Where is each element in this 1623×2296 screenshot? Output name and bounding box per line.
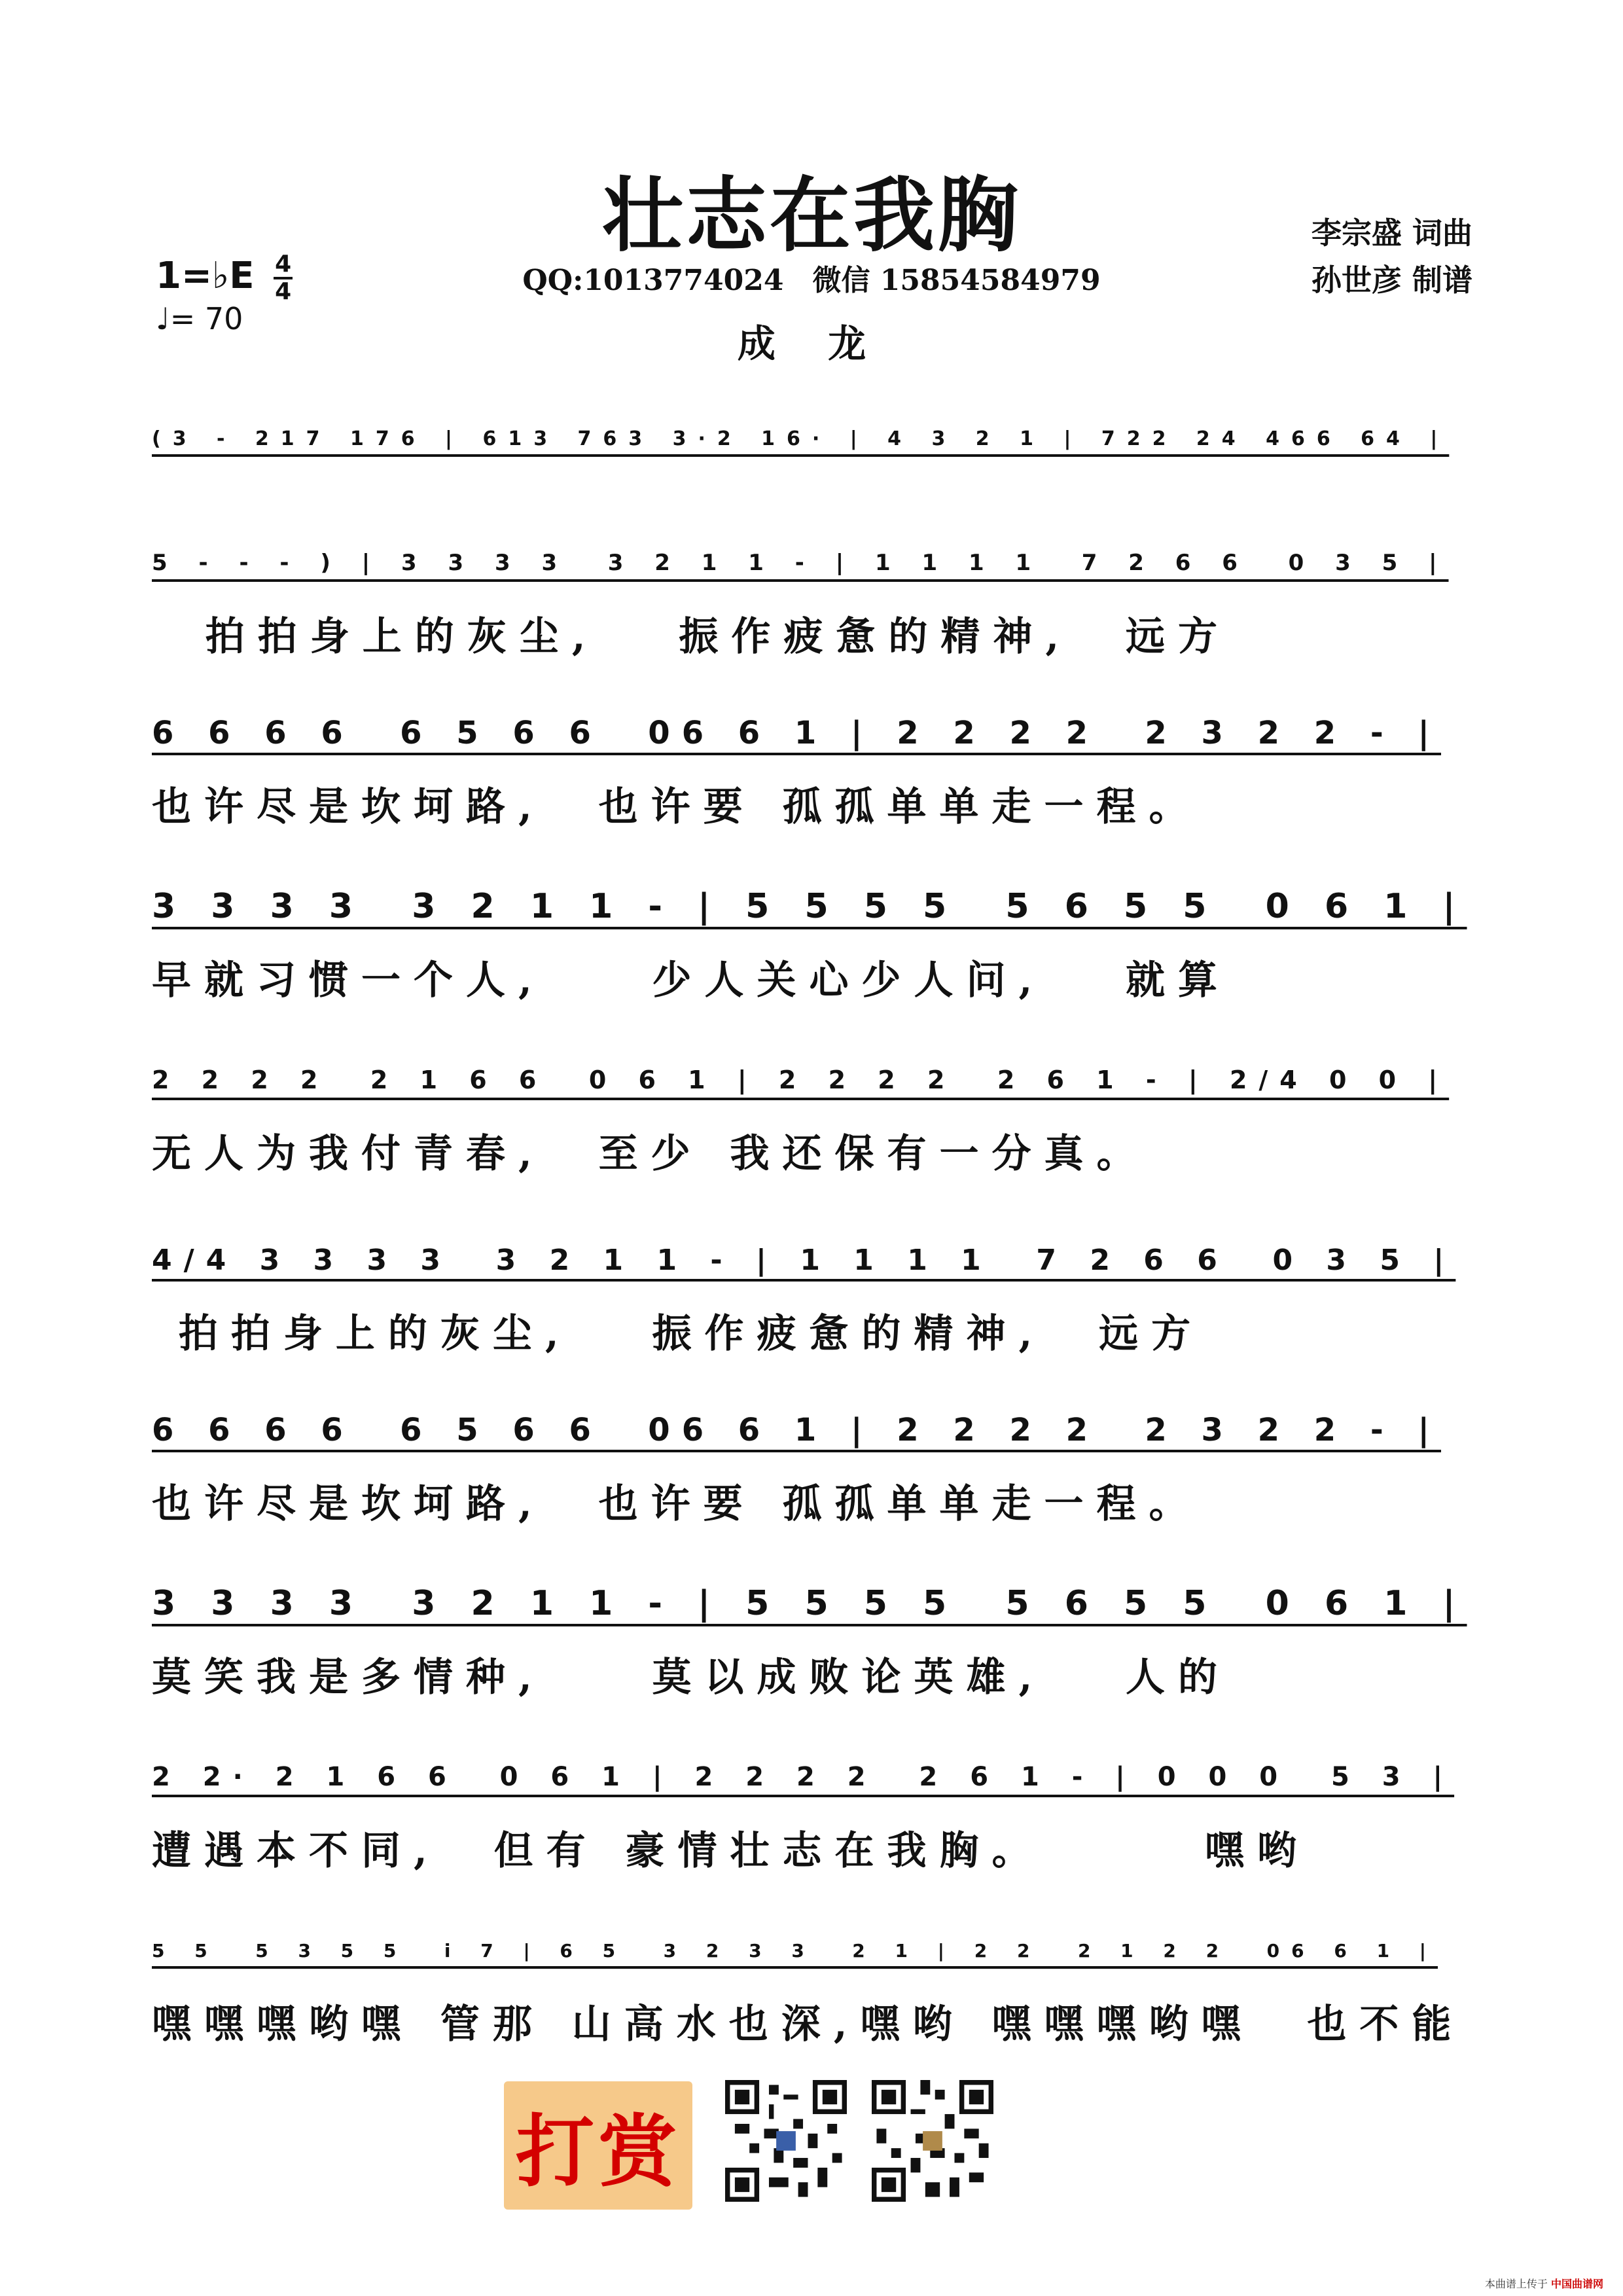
lyrics-line: 拍拍身上的灰尘, 振作疲惫的精神, 远方 (152, 614, 1230, 660)
score-system (0, 694, 1623, 864)
key-label: 1=♭E (156, 255, 255, 298)
notation-line: 2 2 2 2 2 1 6 6 0 6 1 | 2 2 2 2 2 6 1 - | 2/4 0 0 | (152, 1066, 1450, 1094)
notation-line: 5 - - - ) | 3 3 3 3 3 2 1 1 - | 1 1 1 1 7 2 6 6 0 3 5 | (152, 550, 1449, 576)
notation-line: 2 2· 2 1 6 6 0 6 1 | 2 2 2 2 2 6 1 - | 0 0 0 5 3 | (152, 1762, 1455, 1792)
notation-line: 3 3 3 3 3 2 1 1 - | 5 5 5 5 5 6 5 5 0 6 1 | (152, 1584, 1467, 1623)
footer-note: 本曲谱上传于 中国曲谱网 (1484, 2278, 1603, 2290)
key-signature (156, 252, 293, 304)
contact-info: QQ:1013774024 微信 15854584979 (522, 264, 1101, 297)
score-system (0, 1911, 1623, 2081)
song-title: 壮志在我胸 (601, 168, 1021, 263)
notation-line: (3 - 217 176 | 613 763 3·2 16· | 4 3 2 1 | 722 24 466 64 | (152, 427, 1450, 450)
tip-button[interactable] (504, 2081, 692, 2210)
lyrics-line: 拍拍身上的灰尘, 振作疲惫的精神, 远方 (152, 1311, 1204, 1357)
notation-line: 6 6 6 6 6 5 6 6 06 6 1 | 2 2 2 2 2 3 2 2 - | (152, 1412, 1442, 1448)
singer-name: 成 龙 (737, 321, 886, 366)
score-system (0, 867, 1623, 1037)
lyrics-line: 也许尽是坎坷路, 也许要 孤孤单单走一程。 (152, 1481, 1202, 1527)
notation-line: 3 3 3 3 3 2 1 1 - | 5 5 5 5 5 6 5 5 0 6 1 | (152, 887, 1467, 926)
time-signature: $\frac{4}{4}$ (275, 251, 292, 305)
notation-line: 5 5 5 3 5 5 i 7 | 6 5 3 2 3 3 2 1 | 2 2 2 1 2 2 06 6 1 | (152, 1939, 1438, 1962)
credit-lyrics: 李宗盛 词曲 (1311, 215, 1472, 251)
score-system (0, 1221, 1623, 1391)
score-system (0, 1564, 1623, 1734)
score-system (0, 1738, 1623, 1908)
score-system (0, 524, 1623, 694)
lyrics-line: 早就习惯一个人, 少人关心少人问, 就算 (152, 958, 1230, 1003)
tip-label: 打赏 (516, 2107, 681, 2198)
tempo-mark: ♩= 70 (156, 301, 243, 336)
lyrics-line: 也许尽是坎坷路, 也许要 孤孤单单走一程。 (152, 784, 1202, 830)
lyrics-line: 莫笑我是多情种, 莫以成败论英雄, 人的 (152, 1655, 1230, 1700)
lyrics-line: 无人为我付青春, 至少 我还保有一分真。 (152, 1131, 1149, 1177)
qr-code-icon (872, 2080, 993, 2202)
notation-line: 4/4 3 3 3 3 3 2 1 1 - | 1 1 1 1 7 2 6 6 0 3 5 | (152, 1243, 1456, 1277)
lyrics-line: 嘿嘿嘿哟嘿 管那 山高水也深,嘿哟 嘿嘿嘿哟嘿 也不能 (152, 2001, 1465, 2047)
footer-site: 中国曲谱网 (1550, 2278, 1603, 2290)
lyrics-line: 遭遇本不同, 但有 豪情壮志在我胸。 嘿哟 (152, 1828, 1310, 1874)
score-system (0, 1041, 1623, 1211)
notation-line: 6 6 6 6 6 5 6 6 06 6 1 | 2 2 2 2 2 3 2 2 - | (152, 715, 1442, 751)
qr-code-icon (725, 2080, 847, 2202)
credit-score: 孙世彦 制谱 (1311, 262, 1472, 298)
score-system (0, 1391, 1623, 1561)
